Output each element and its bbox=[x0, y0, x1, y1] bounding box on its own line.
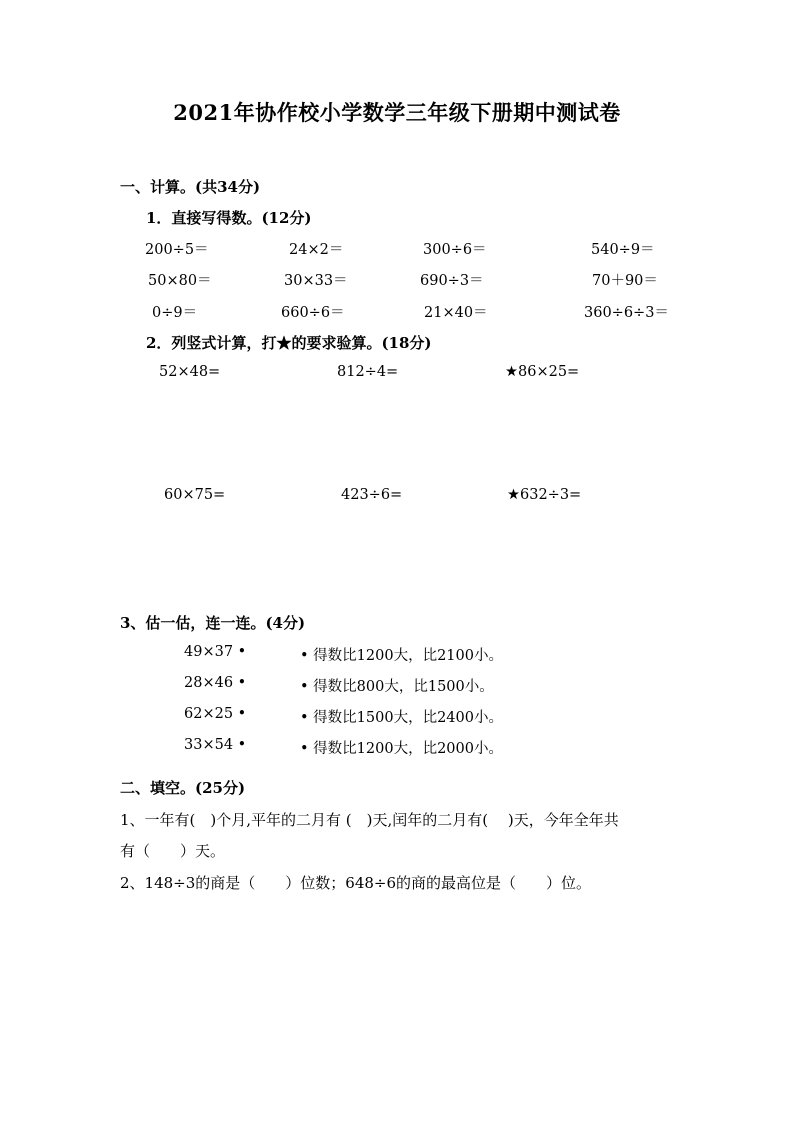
fill-question-1-line1: 1、一年有( )个月,平年的二月有 ( )天,闰年的二月有( )天，今年全年共 bbox=[120, 811, 619, 829]
vertical-calc-item: 423÷6= bbox=[341, 487, 403, 503]
calc-item: 540÷9＝ bbox=[591, 242, 655, 258]
calc-item: 30×33＝ bbox=[284, 273, 348, 289]
match-left-item: 62×25 • bbox=[184, 706, 247, 722]
calc-item: 200÷5＝ bbox=[145, 242, 209, 258]
match-right-item: • 得数比800大，比1500小。 bbox=[300, 679, 494, 695]
calc-item: 0÷9＝ bbox=[152, 305, 198, 321]
part1-heading: 1．直接写得数。(12分) bbox=[146, 209, 312, 227]
calc-item: 660÷6＝ bbox=[281, 305, 345, 321]
match-right-item: • 得数比1200大，比2100小。 bbox=[300, 648, 503, 664]
vertical-calc-item: ★632÷3= bbox=[507, 487, 582, 503]
fill-question-1-line2: 有（ ）天。 bbox=[120, 842, 226, 860]
calc-item: 24×2＝ bbox=[289, 242, 344, 258]
calc-item: 70＋90＝ bbox=[592, 273, 658, 289]
calc-item: 50×80＝ bbox=[148, 273, 212, 289]
vertical-calc-item: ★86×25= bbox=[505, 364, 580, 380]
exam-title: 2021年协作校小学数学三年级下册期中测试卷 bbox=[173, 100, 621, 125]
vertical-calc-item: 812÷4= bbox=[337, 364, 399, 380]
section2-heading: 二、填空。(25分) bbox=[120, 779, 246, 797]
calc-item: 21×40＝ bbox=[424, 305, 488, 321]
match-left-item: 28×46 • bbox=[184, 675, 247, 691]
match-right-item: • 得数比1200大，比2000小。 bbox=[300, 741, 503, 757]
match-left-item: 49×37 • bbox=[184, 644, 247, 660]
fill-question-2: 2、148÷3的商是（ ）位数；648÷6的商的最高位是（ ）位。 bbox=[120, 874, 592, 892]
section1-heading: 一、计算。(共34分) bbox=[120, 178, 261, 196]
part3-heading: 3、估一估，连一连。(4分) bbox=[120, 614, 306, 632]
calc-item: 360÷6÷3＝ bbox=[584, 305, 669, 321]
vertical-calc-item: 60×75= bbox=[164, 487, 226, 503]
vertical-calc-item: 52×48= bbox=[159, 364, 221, 380]
calc-item: 300÷6＝ bbox=[423, 242, 487, 258]
match-left-item: 33×54 • bbox=[184, 737, 247, 753]
match-right-item: • 得数比1500大，比2400小。 bbox=[300, 710, 503, 726]
calc-item: 690÷3＝ bbox=[420, 273, 484, 289]
part2-heading: 2．列竖式计算，打★的要求验算。(18分) bbox=[146, 334, 432, 352]
